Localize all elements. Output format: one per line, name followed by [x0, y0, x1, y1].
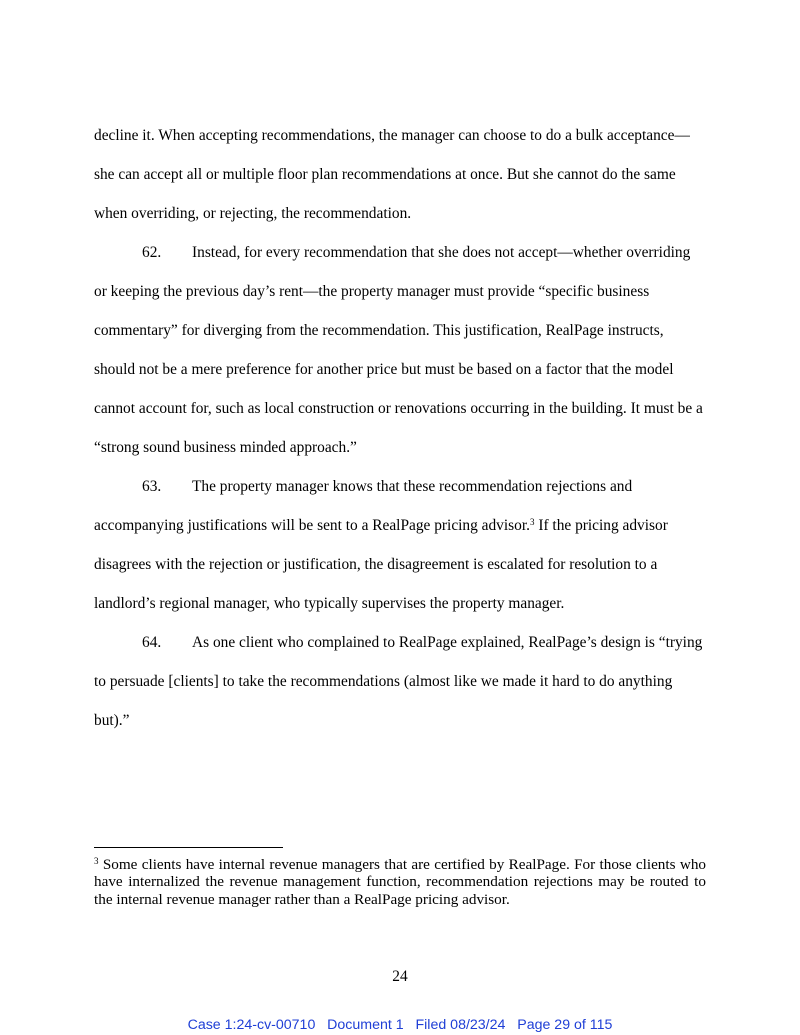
- paragraph-text: As one client who complained to RealPage explained, RealPage’s design is “trying to persuade [clients] to take the recommendations (almost like we made it hard to do anything but).”: [94, 634, 703, 729]
- footnote: [94, 856, 706, 908]
- paragraph-62: [94, 233, 706, 467]
- paragraph-number: 64.: [142, 634, 162, 651]
- paragraph-number: 62.: [142, 244, 162, 261]
- footnote-text: Some clients have internal revenue managers that are certified by RealPage. For those clients who have internalized the revenue management function, recommendation rejections may be routed to the internal revenue manager rather than a RealPage pricing advisor.: [94, 856, 707, 908]
- paragraph-text: The property manager knows that these recommendation rejections and accompanying justifications will be sent to a RealPage pricing advisor.: [94, 478, 633, 534]
- page-number: 24: [392, 968, 408, 985]
- body-text: [94, 116, 706, 740]
- footnote-reference[interactable]: 3: [529, 517, 535, 527]
- footnote-marker: 3: [94, 856, 99, 866]
- continuation-paragraph: decline it. When accepting recommendations, the manager can choose to do a bulk acceptance—she can accept all or multiple floor plan recommendations at once. But she cannot do the same when overriding, or rejecting, the recommendation.: [94, 127, 690, 222]
- paragraph-64: [94, 623, 706, 740]
- footnote-divider: [94, 847, 283, 848]
- paragraph-text-continued: If the pricing advisor disagrees with the rejection or justification, the disagreement is escalated for resolution to a landlord’s regional manager, who typically supervises the property manager.: [94, 517, 668, 612]
- paragraph-63: [94, 467, 706, 623]
- paragraph-number: 63.: [142, 478, 162, 495]
- case-filing-header: Case 1:24-cv-00710 Document 1 Filed 08/23/24 Page 29 of 115: [187, 1017, 613, 1033]
- paragraph-text: Instead, for every recommendation that she does not accept—whether overriding or keeping the previous day’s rent—the property manager must provide “specific business commentary” for diverging from the recommendation. This justification, RealPage instructs, should not be a mere preference for another price but must be based on a factor that the model cannot account for, such as local construction or renovations occurring in the building. It must be a “strong sound business minded approach.”: [94, 244, 703, 456]
